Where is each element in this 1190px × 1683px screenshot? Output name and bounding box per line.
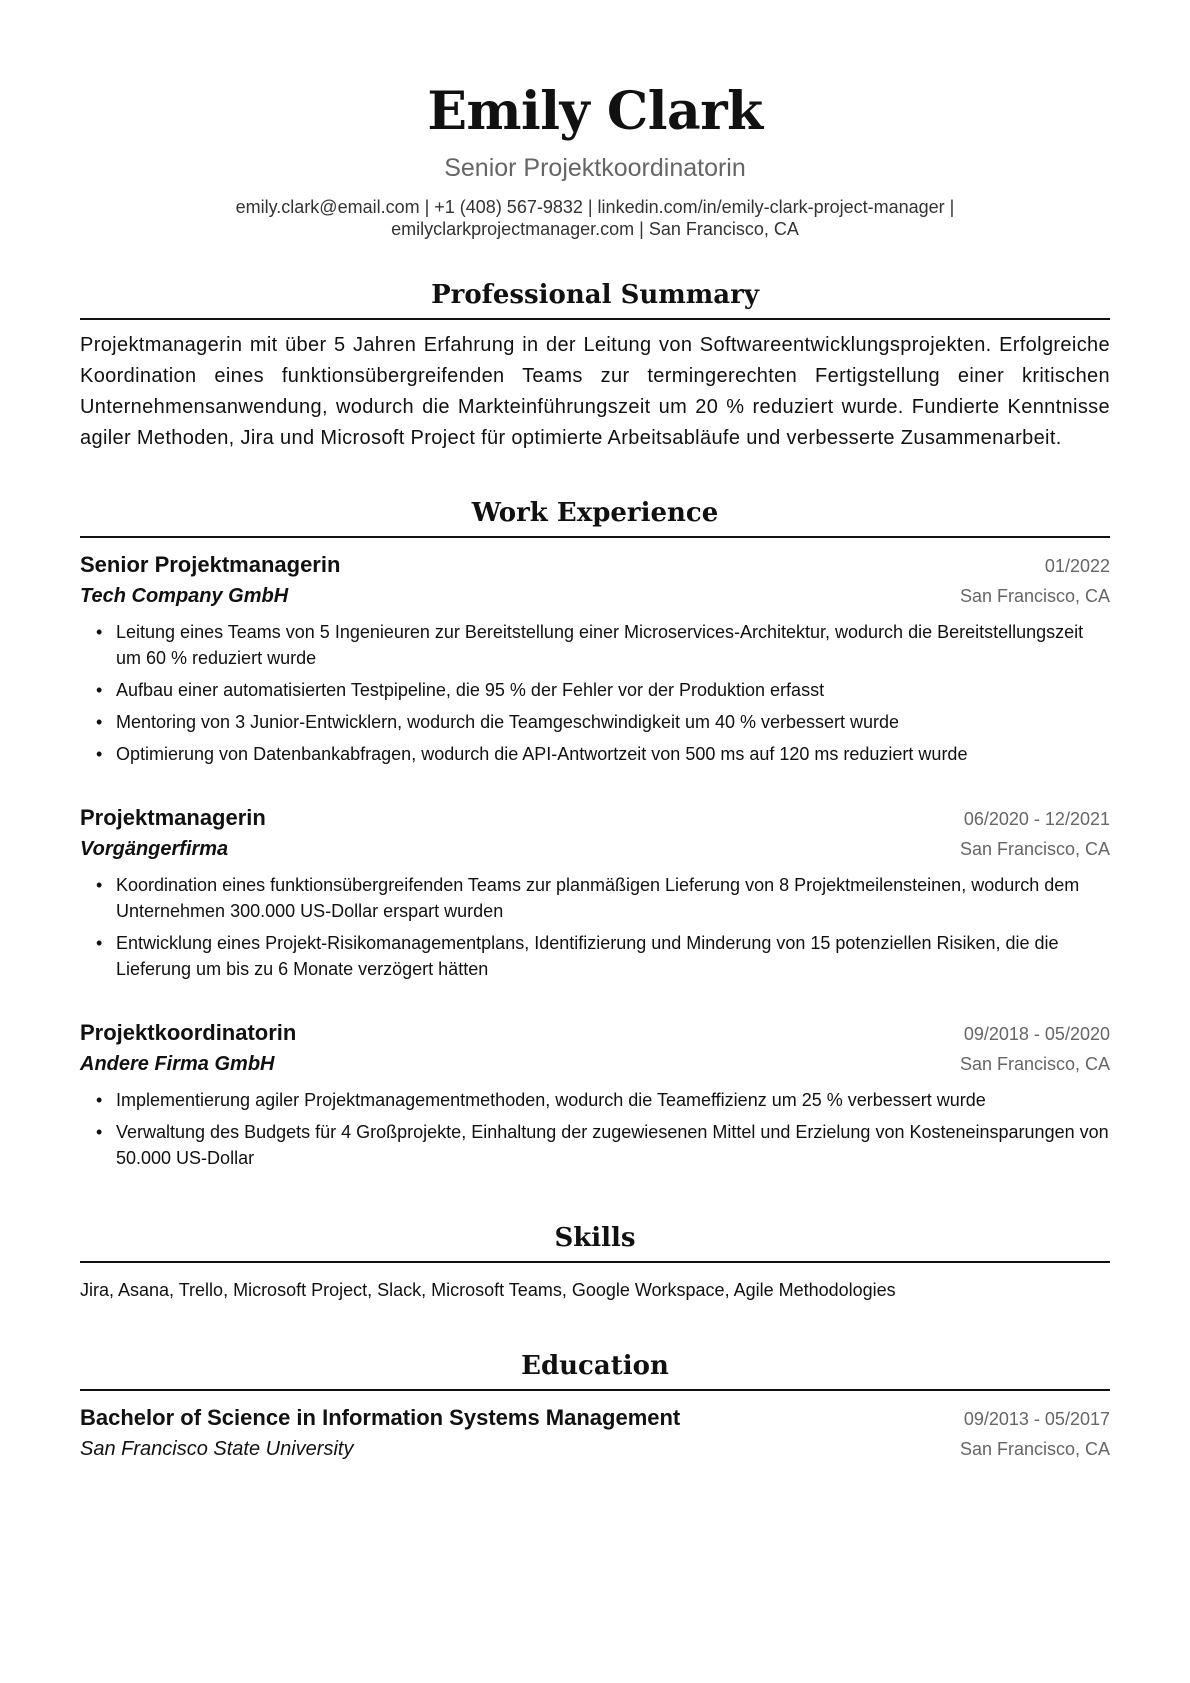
- bullet-text: Aufbau einer automatisierten Testpipeline, die 95 % der Fehler vor der Produktion erfasst: [116, 680, 825, 700]
- skills-section: [80, 1221, 1110, 1303]
- bullet-text: Mentoring von 3 Junior-Entwicklern, wodurch die Teamgeschwindigkeit um 40 % verbessert wurde: [116, 712, 900, 732]
- bullet-glyph: •: [96, 744, 103, 764]
- job-title: Projektkoordinatorin: [80, 1020, 297, 1045]
- skills-heading: Skills: [80, 1221, 1110, 1263]
- bullet-item: [96, 930, 1110, 982]
- resume-header: [80, 0, 1110, 240]
- job-location: San Francisco, CA: [959, 586, 1110, 606]
- bullet-glyph: •: [96, 712, 103, 732]
- job-dates: 09/2018 - 05/2020: [963, 1024, 1110, 1044]
- education-dates: 09/2013 - 05/2017: [963, 1409, 1110, 1429]
- education-heading: Education: [80, 1349, 1110, 1391]
- contact-line-1: emily.clark@email.com | +1 (408) 567-9832 | linkedin.com/in/emily-clark-project-manager |: [235, 197, 955, 217]
- job-location: San Francisco, CA: [959, 1054, 1110, 1074]
- summary-section: [80, 278, 1110, 454]
- job-location: San Francisco, CA: [959, 839, 1110, 859]
- bullet-glyph: •: [96, 622, 103, 642]
- job-company: Tech Company GmbH: [80, 585, 289, 607]
- bullet-item: [96, 1087, 1110, 1113]
- job-entry: [80, 550, 1110, 767]
- contact-line-2: emilyclarkprojectmanager.com | San Francisco, CA: [391, 219, 799, 239]
- skills-text: Jira, Asana, Trello, Microsoft Project, Slack, Microsoft Teams, Google Workspace, Agile Methodologies: [80, 1280, 896, 1300]
- education-school-row: [80, 1434, 1110, 1464]
- job-company-row: [80, 834, 1110, 864]
- job-title: Projektmanagerin: [80, 805, 266, 830]
- job-company-row: [80, 1049, 1110, 1079]
- job-entry: [80, 803, 1110, 982]
- candidate-name: Emily Clark: [427, 81, 763, 142]
- bullet-text: Entwicklung eines Projekt-Risikomanagementplans, Identifizierung und Minderung von 15 potenziellen Risiken, die die Lieferung um bis zu 6 Monate verzögert hätten: [116, 933, 1059, 979]
- summary-heading: Professional Summary: [80, 278, 1110, 320]
- summary-text: Projektmanagerin mit über 5 Jahren Erfahrung in der Leitung von Softwareentwicklungsprojekten. Erfolgreiche Koordination eines funktionsübergreifenden Teams zur termingerechten Fertigstellung einer kritischen Unternehmensanwendung, wodurch die Markteinführungszeit um 20 % reduziert wurde. Fundierte Kenntnisse agiler Methoden, Jira und Microsoft Project für optimierte Arbeitsabläufe und verbesserte Zusammenarbeit.: [80, 334, 1110, 449]
- experience-heading: Work Experience: [80, 496, 1110, 538]
- education-degree: Bachelor of Science in Information Systems Management: [80, 1405, 681, 1430]
- education-location: San Francisco, CA: [959, 1439, 1110, 1459]
- job-title-row: [80, 803, 1110, 834]
- bullet-item: [96, 872, 1110, 924]
- bullet-text: Leitung eines Teams von 5 Ingenieuren zur Bereitstellung einer Microservices-Architektur, wodurch die Bereitstellungszeit um 60 % reduziert wurde: [116, 622, 1084, 668]
- bullet-text: Koordination eines funktionsübergreifenden Teams zur planmäßigen Lieferung von 8 Projektmeilensteinen, wodurch dem Unternehmen 300.000 US-Dollar erspart wurden: [116, 875, 1080, 921]
- education-degree-row: [80, 1403, 1110, 1434]
- job-company-row: [80, 581, 1110, 611]
- bullet-glyph: •: [96, 680, 103, 700]
- job-title-row: [80, 1018, 1110, 1049]
- bullet-text: Optimierung von Datenbankabfragen, wodurch die API-Antwortzeit von 500 ms auf 120 ms reduziert wurde: [116, 744, 968, 764]
- bullet-glyph: •: [96, 875, 103, 895]
- education-school: San Francisco State University: [80, 1438, 354, 1460]
- bullet-glyph: •: [96, 933, 103, 953]
- bullet-text: Verwaltung des Budgets für 4 Großprojekte, Einhaltung der zugewiesenen Mittel und Erzielung von Kosteneinsparungen von 50.000 US-Dollar: [116, 1122, 1109, 1168]
- job-title-row: [80, 550, 1110, 581]
- experience-section: [80, 496, 1110, 1171]
- education-section: [80, 1349, 1110, 1464]
- bullet-item: [96, 1119, 1110, 1171]
- bullet-item: [96, 741, 1110, 767]
- bullet-glyph: •: [96, 1122, 103, 1142]
- job-dates: 06/2020 - 12/2021: [963, 809, 1110, 829]
- job-bullets: [80, 619, 1110, 767]
- candidate-title: Senior Projektkoordinatorin: [444, 154, 746, 182]
- bullet-glyph: •: [96, 1090, 103, 1110]
- bullet-item: [96, 619, 1110, 671]
- job-entry: [80, 1018, 1110, 1171]
- contact-info: [80, 196, 1110, 240]
- bullet-text: Implementierung agiler Projektmanagementmethoden, wodurch die Teameffizienz um 25 % verbessert wurde: [116, 1090, 986, 1110]
- job-dates: 01/2022: [1044, 556, 1110, 576]
- job-bullets: [80, 1087, 1110, 1171]
- bullet-item: [96, 709, 1110, 735]
- job-bullets: [80, 872, 1110, 982]
- job-title: Senior Projektmanagerin: [80, 552, 341, 577]
- job-company: Andere Firma GmbH: [80, 1053, 275, 1075]
- bullet-item: [96, 677, 1110, 703]
- job-company: Vorgängerfirma: [80, 838, 229, 860]
